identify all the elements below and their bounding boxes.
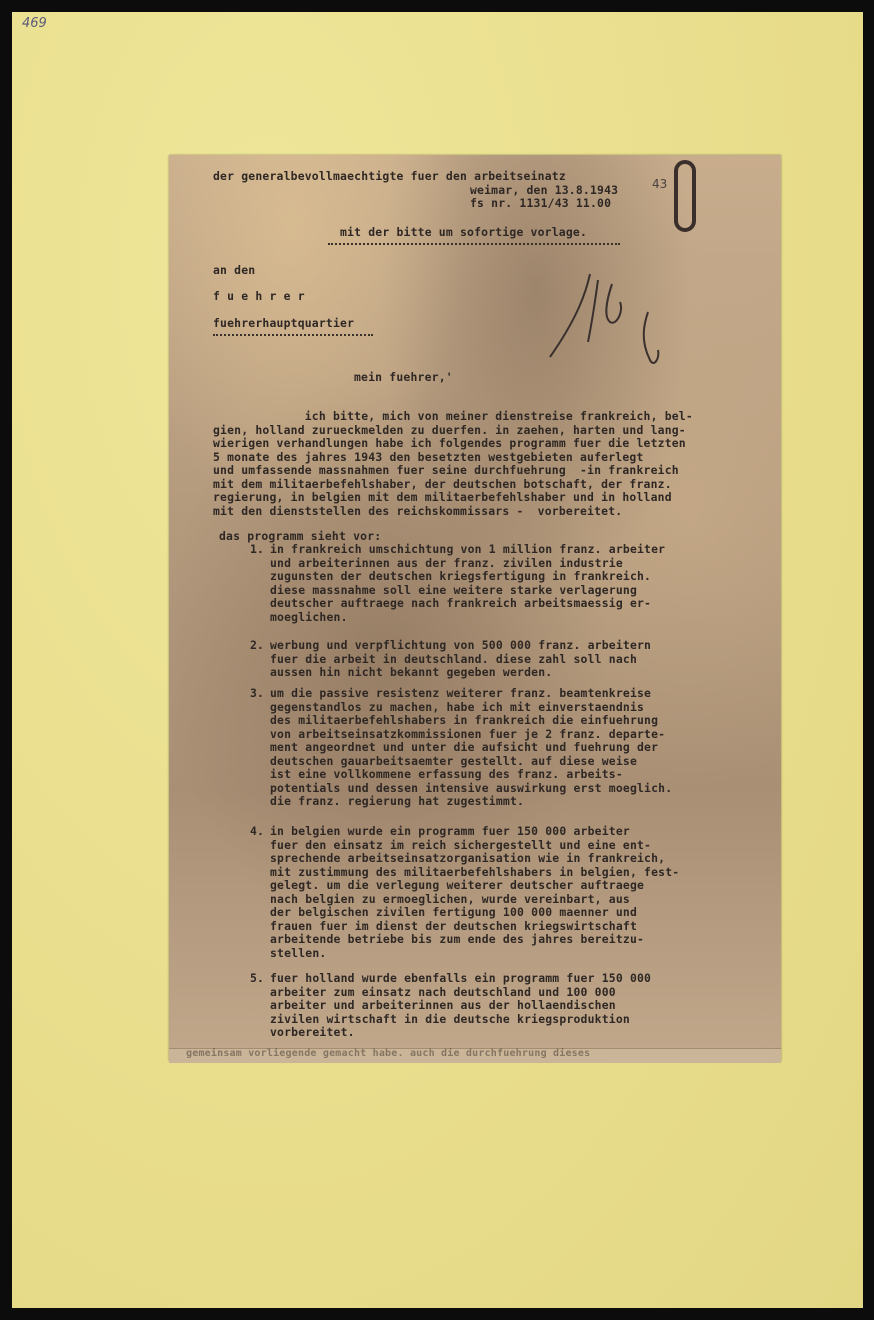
program-item-line: die franz. regierung hat zugestimmt. xyxy=(270,794,525,808)
program-item-line: deutschen gauarbeitsaemter gestellt. auf diese weise xyxy=(270,753,638,768)
handwritten-initials xyxy=(540,262,690,372)
address-recipient: f u e h r e r xyxy=(213,289,305,303)
program-heading: das programm sieht vor: xyxy=(219,529,382,543)
fs-number-line: fs nr. 1131/43 11.00 xyxy=(470,196,612,210)
location-underline xyxy=(213,334,373,336)
program-item-line: nach belgien zu ermoeglichen, wurde vereinbart, aus xyxy=(270,891,630,906)
program-item-line: zugunsten der deutschen kriegsfertigung in frankreich. xyxy=(270,569,652,583)
request-underline xyxy=(328,243,620,245)
program-item-line: arbeiter und arbeiterinnen aus der hollaendischen xyxy=(270,998,616,1012)
program-item-line: potentials und dessen intensive auswirkung erst moeglich. xyxy=(270,780,673,795)
intro-line: mit den dienststellen des reichskommissars - vorbereitet. xyxy=(213,503,623,518)
program-item-line: gelegt. um die verlegung weiterer deutscher auftraege xyxy=(270,878,645,892)
archive-number: 469 xyxy=(22,16,47,31)
program-item-line: und arbeiterinnen aus der franz. zivilen industrie xyxy=(270,555,623,570)
program-item-line: ment angeordnet und unter die aufsicht und fuehrung der xyxy=(270,740,659,754)
program-item-number: 2. xyxy=(250,638,265,652)
program-item-line: des militaerbefehlshabers in frankreich die einfuehrung xyxy=(270,713,659,727)
program-item-number: 1. xyxy=(250,542,265,556)
program-item-line: zivilen wirtschaft in die deutsche kriegsproduktion xyxy=(270,1011,630,1026)
program-item-line: arbeiter zum einsatz nach deutschland und 100 000 xyxy=(270,984,616,999)
program-item-line: fuer die arbeit in deutschland. diese zahl soll nach xyxy=(270,651,638,666)
program-item-line: fuer den einsatz im reich sichergestellt und eine ent- xyxy=(270,837,652,852)
program-item-line: um die passive resistenz weiterer franz. beamtenkreise xyxy=(270,686,652,700)
program-item-line: von arbeitseinsatzkommissionen fuer je 2 franz. departe- xyxy=(270,726,666,741)
program-item-line: aussen hin nicht bekannt gegeben werden. xyxy=(270,665,553,679)
intro-line: wierigen verhandlungen habe ich folgendes programm fuer die letzten xyxy=(213,436,686,450)
program-item-line: frauen fuer im dienst der deutschen kriegswirtschaft xyxy=(270,918,638,933)
address-location: fuehrerhauptquartier xyxy=(213,316,355,330)
program-item-number: 4. xyxy=(250,824,265,838)
intro-line: mit dem militaerbefehlshaber, der deutschen botschaft, der franz. xyxy=(213,476,672,491)
intro-line: regierung, in belgien mit dem militaerbefehlshaber und in holland xyxy=(213,490,672,504)
program-item-line: diese massnahme soll eine weitere starke verlagerung xyxy=(270,582,638,597)
address-to: an den xyxy=(213,263,256,277)
intro-line: ich bitte, mich von meiner dienstreise frankreich, bel- xyxy=(213,409,693,423)
filing-mark: 43 xyxy=(652,177,668,191)
program-item-line: der belgischen zivilen fertigung 100 000 maenner und xyxy=(270,905,638,919)
program-item-line: mit zustimmung des militaerbefehlshabers in belgien, fest- xyxy=(270,864,680,879)
intro-line: 5 monate des jahres 1943 den besetzten westgebieten auferlegt xyxy=(213,449,644,464)
program-item-line: deutscher auftraege nach frankreich arbeitsmaessig er- xyxy=(270,596,652,610)
sender-line: der generalbevollmaechtigte fuer den arbeitseinatz xyxy=(213,169,566,183)
intro-line: gien, holland zurueckmelden zu duerfen. in zaehen, harten und lang- xyxy=(213,422,686,437)
program-item-line: in belgien wurde ein programm fuer 150 000 arbeiter xyxy=(270,824,630,838)
continuation-line: gemeinsam vorliegende gemacht habe. auch die durchfuehrung dieses xyxy=(186,1048,591,1059)
program-item-line: moeglichen. xyxy=(270,609,348,624)
program-item-line: stellen. xyxy=(270,945,327,960)
request-line: mit der bitte um sofortige vorlage. xyxy=(340,225,588,239)
intro-line: und umfassende massnahmen fuer seine durchfuehrung -in frankreich xyxy=(213,463,679,477)
program-item-line: arbeitende betriebe bis zum ende des jahres bereitzu- xyxy=(270,932,645,946)
program-item-line: vorbereitet. xyxy=(270,1025,355,1039)
program-item-line: werbung und verpflichtung von 500 000 franz. arbeitern xyxy=(270,638,652,652)
program-item-line: in frankreich umschichtung von 1 million franz. arbeiter xyxy=(270,542,666,556)
program-item-line: sprechende arbeitseinsatzorganisation wie in frankreich, xyxy=(270,851,666,865)
paper-clip-icon xyxy=(674,160,696,232)
program-item-number: 5. xyxy=(250,971,265,985)
salutation: mein fuehrer,' xyxy=(354,370,453,384)
program-item-line: ist eine vollkommene erfassung des franz. arbeits- xyxy=(270,767,623,781)
program-item-line: fuer holland wurde ebenfalls ein programm fuer 150 000 xyxy=(270,971,652,985)
program-item-line: gegenstandlos zu machen, habe ich mit einverstaendnis xyxy=(270,699,645,714)
program-item-number: 3. xyxy=(250,686,265,700)
place-date-line: weimar, den 13.8.1943 xyxy=(470,183,619,197)
